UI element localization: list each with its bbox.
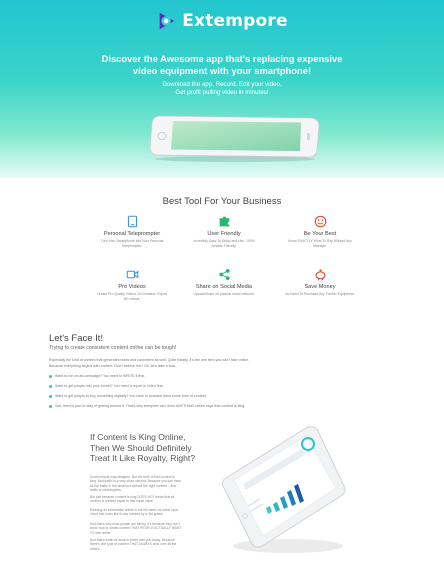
- bullet-check-icon: [49, 395, 52, 398]
- face-paragraph-1: Especially the kind of content that generates leads and customers as well. Quite frankly, it's the one item you can't fake online.: [49, 358, 250, 362]
- list-item: See, there's just no way of getting around it. That's why everyone who does ANYTHING online says that content is king.: [49, 404, 245, 408]
- feature-personal-teleprompter: Personal Teleprompter Turn Your Smartphone into Your Personal Teleprompter.: [84, 215, 180, 249]
- feature-pro-videos: Pro Videos Create Pro Quality Videos On Demand. Export HD videos.: [84, 268, 180, 302]
- hero-title: Discover the Awesome app that's replacing expensive video equipment with your smartphone!: [101, 53, 343, 76]
- tablet-icon: [126, 215, 139, 228]
- king-paragraph: Reading an informative article is not the same as some spun drivel that looks like it was created by a 3rd grader.: [90, 508, 179, 517]
- puzzle-icon: [218, 215, 231, 228]
- feature-be-your-best: Be Your Best Know EXACTLY What To Say Without Any Mishaps.: [272, 215, 368, 249]
- bullet-check-icon: [49, 405, 52, 408]
- king-paragraph: But just because content is king DOES NOT mean that all content is created equal or has equal value.: [90, 495, 175, 504]
- bullet-check-icon: [49, 385, 52, 388]
- face-paragraph-2: Because everything begins with content. Don't believe me? Ok, let's take a look.: [49, 364, 177, 368]
- features-title: Best Tool For Your Business: [162, 196, 282, 207]
- feature-user-friendly: User Friendly Incredibly Easy To Setup and Use. 100% Newbie Friendly.: [176, 215, 272, 249]
- feature-share-social-media: Share on Social Media Upload/Share on popular social network.: [176, 268, 272, 297]
- king-paragraph: And that's what we want to share with you today. Because there's one type of content THAT ALWAYS wins over all the others...: [90, 538, 177, 551]
- list-item: Want to run an ad campaign? You need to WRITE it first.: [49, 374, 145, 378]
- phone-image: [143, 112, 325, 162]
- video-camera-icon: [126, 268, 139, 281]
- king-paragraph: Some people may disagree. But the truth is that content is king. And traffic is a very close second. Because you can have all the traffic in the world but without the right content....that traffic is meaningless.: [90, 475, 182, 493]
- emoji-icon: [314, 215, 327, 228]
- king-title: If Content Is King Online, Then We Should Definitely Treat It Like Royalty, Right?: [90, 432, 196, 463]
- tablet-image: [218, 418, 348, 558]
- brand-logo[interactable]: [0, 10, 444, 32]
- face-subtitle: Trying to create consistent content online can be tough!: [49, 345, 177, 351]
- piggy-bank-icon: [314, 268, 327, 281]
- king-paragraph: And that's why most people are failing. It's because they don't know how to create content THAT PEOPLE ACTUALLY WANT TO see online.: [90, 522, 182, 535]
- hero-section: [0, 0, 444, 178]
- list-item: Want to get people into your funnel? You need a report or video first.: [49, 384, 164, 388]
- face-title: Let's Face It!: [49, 333, 104, 344]
- brand-name: Extempore: [182, 11, 288, 31]
- play-logo-icon: [156, 10, 178, 32]
- feature-save-money: Save Money No Need To Purchase Any Further Equipment.: [272, 268, 368, 297]
- list-item: Want to get people to buy something digitally? You have to promise them some form of content.: [49, 394, 207, 398]
- bullet-check-icon: [49, 375, 52, 378]
- hero-subtitle: Download the app. Record. Edit your video. Get profit pulling video in minutes!: [162, 81, 282, 96]
- share-icon: [218, 268, 231, 281]
